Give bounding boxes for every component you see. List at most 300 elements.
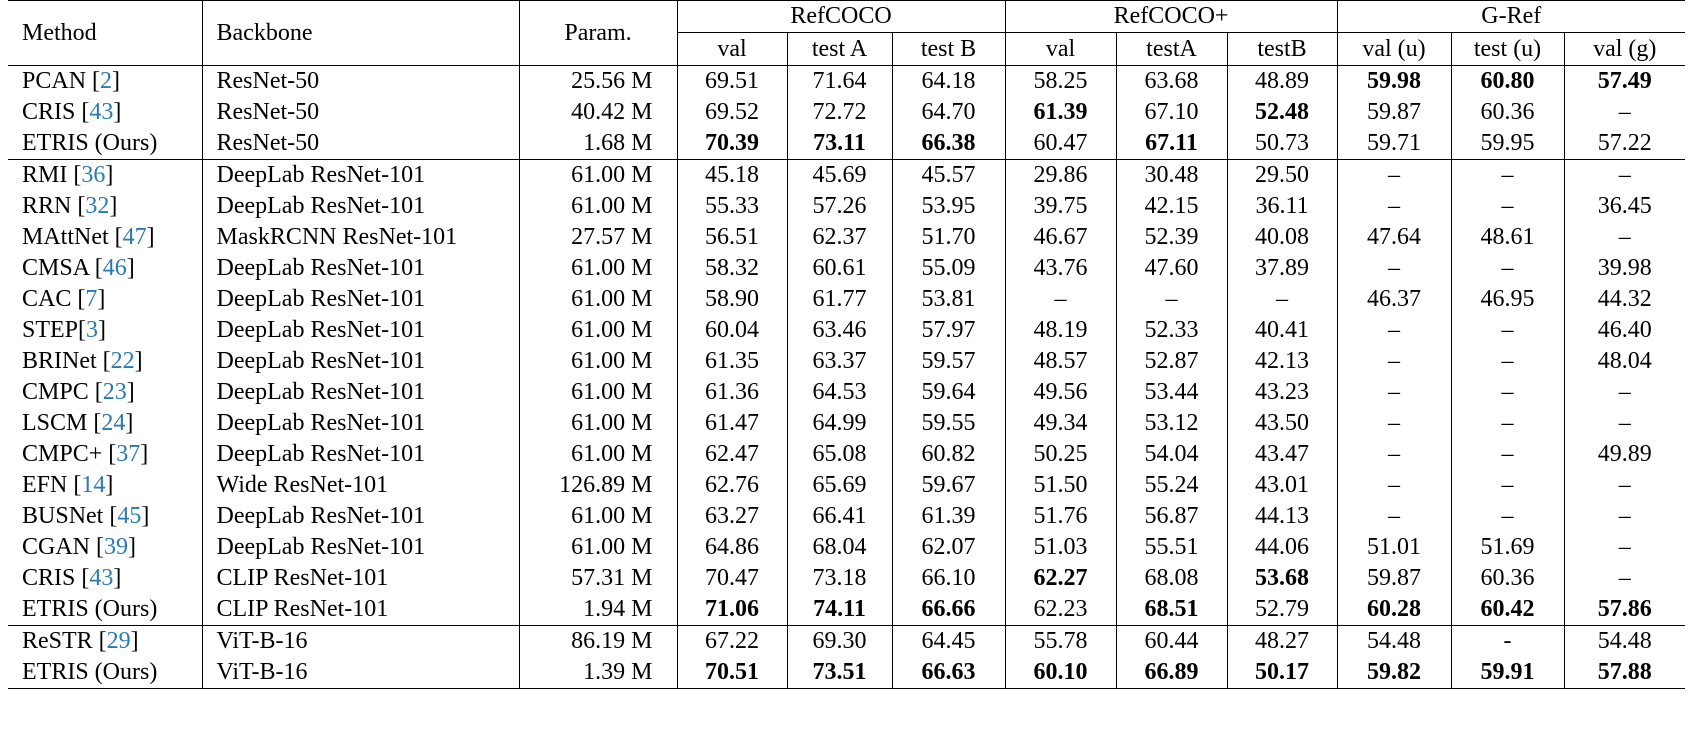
score-cell: 44.13 [1227, 501, 1337, 532]
score-cell [1227, 97, 1337, 128]
score-cell: 63.46 [787, 315, 892, 346]
method-cell [8, 66, 202, 98]
method-name: BUSNet [ [22, 503, 118, 529]
param-cell: 1.68 M [519, 128, 677, 160]
best-score: 62.27 [1033, 565, 1088, 591]
score-cell: 43.76 [1005, 253, 1116, 284]
score-cell: 49.89 [1564, 439, 1685, 470]
method-cell [8, 408, 202, 439]
best-score: 66.63 [921, 659, 976, 685]
citation-link[interactable]: 7 [85, 286, 98, 312]
table-row [8, 501, 1685, 532]
header-group-refcoco: RefCOCO [677, 1, 1005, 33]
score-cell [1116, 128, 1227, 160]
score-cell: – [1337, 408, 1451, 439]
method-name: CRIS [ [22, 565, 90, 591]
citation-close: ] [130, 628, 139, 654]
table-row [8, 284, 1685, 315]
param-cell: 61.00 M [519, 532, 677, 563]
citation-close: ] [98, 317, 107, 343]
citation-link[interactable]: 47 [122, 224, 147, 250]
score-cell [677, 657, 787, 689]
method-cell [8, 563, 202, 594]
score-cell: 67.10 [1116, 97, 1227, 128]
score-cell: 61.39 [892, 501, 1005, 532]
score-cell: 43.23 [1227, 377, 1337, 408]
table-row [8, 377, 1685, 408]
citation-close: ] [128, 534, 136, 560]
best-score: 60.10 [1033, 659, 1088, 685]
method-name: ETRIS (Ours) [22, 659, 158, 685]
score-cell: 51.70 [892, 222, 1005, 253]
score-cell: 48.89 [1227, 66, 1337, 98]
score-cell: 55.09 [892, 253, 1005, 284]
score-cell: 51.03 [1005, 532, 1116, 563]
header-group-refcoco-plus: RefCOCO+ [1005, 1, 1337, 33]
score-cell: 40.41 [1227, 315, 1337, 346]
method-name: PCAN [ [22, 68, 101, 94]
score-cell: 51.76 [1005, 501, 1116, 532]
score-cell: 66.10 [892, 563, 1005, 594]
table-row [8, 97, 1685, 128]
method-cell [8, 315, 202, 346]
citation-close: ] [146, 224, 155, 250]
score-cell [1227, 657, 1337, 689]
backbone-cell: DeepLab ResNet-101 [202, 346, 519, 377]
citation-link[interactable]: 24 [101, 410, 126, 436]
table-row [8, 657, 1685, 689]
table-row [8, 563, 1685, 594]
score-cell [787, 657, 892, 689]
method-cell [8, 222, 202, 253]
header-group-gref: G-Ref [1337, 1, 1685, 33]
citation-link[interactable]: 43 [89, 99, 114, 125]
score-cell [1564, 657, 1685, 689]
table-row [8, 128, 1685, 160]
best-score: 66.89 [1144, 659, 1199, 685]
citation-link[interactable]: 14 [81, 472, 106, 498]
param-cell: 126.89 M [519, 470, 677, 501]
param-cell: 61.00 M [519, 253, 677, 284]
score-cell: 70.47 [677, 563, 787, 594]
score-cell: 64.45 [892, 626, 1005, 658]
backbone-cell: ResNet-50 [202, 97, 519, 128]
backbone-cell: ViT-B-16 [202, 626, 519, 658]
score-cell: 55.51 [1116, 532, 1227, 563]
score-cell: 56.87 [1116, 501, 1227, 532]
param-cell: 27.57 M [519, 222, 677, 253]
score-cell: - [1451, 626, 1564, 658]
score-cell: – [1564, 222, 1685, 253]
method-name: CMSA [ [22, 255, 103, 281]
score-cell: – [1564, 501, 1685, 532]
score-cell: 73.18 [787, 563, 892, 594]
citation-close: ] [105, 472, 114, 498]
table-row [8, 222, 1685, 253]
score-cell: – [1337, 160, 1451, 192]
best-score: 68.51 [1144, 596, 1199, 622]
backbone-cell: ResNet-50 [202, 66, 519, 98]
score-cell: 65.69 [787, 470, 892, 501]
score-cell [1337, 657, 1451, 689]
best-score: 70.51 [705, 659, 759, 685]
score-cell: – [1337, 439, 1451, 470]
score-cell: 36.11 [1227, 191, 1337, 222]
citation-link[interactable]: 22 [110, 348, 135, 374]
score-cell: 61.35 [677, 346, 787, 377]
score-cell: 29.86 [1005, 160, 1116, 192]
citation-link[interactable]: 37 [116, 441, 141, 467]
score-cell [787, 594, 892, 626]
score-cell: 61.47 [677, 408, 787, 439]
score-cell: 45.18 [677, 160, 787, 192]
method-name: RRN [ [22, 193, 86, 219]
citation-link[interactable]: 2 [100, 68, 113, 94]
citation-close: ] [141, 503, 150, 529]
score-cell [677, 128, 787, 160]
score-cell: 40.08 [1227, 222, 1337, 253]
score-cell: – [1451, 470, 1564, 501]
score-cell: 69.51 [677, 66, 787, 98]
score-cell: 54.04 [1116, 439, 1227, 470]
backbone-cell: DeepLab ResNet-101 [202, 315, 519, 346]
score-cell: – [1116, 284, 1227, 315]
score-cell [1005, 563, 1116, 594]
score-cell: 72.72 [787, 97, 892, 128]
score-cell: – [1451, 253, 1564, 284]
score-cell: 63.37 [787, 346, 892, 377]
citation-close: ] [97, 286, 106, 312]
score-cell: 59.95 [1451, 128, 1564, 160]
score-cell: – [1564, 408, 1685, 439]
score-cell: 64.53 [787, 377, 892, 408]
score-cell: 58.32 [677, 253, 787, 284]
score-cell: 48.04 [1564, 346, 1685, 377]
score-cell [1005, 97, 1116, 128]
score-cell: – [1564, 97, 1685, 128]
backbone-cell: DeepLab ResNet-101 [202, 191, 519, 222]
score-cell: 49.34 [1005, 408, 1116, 439]
citation-link[interactable]: 46 [102, 255, 127, 281]
score-cell [1116, 594, 1227, 626]
method-name: BRINet [ [22, 348, 111, 374]
method-cell [8, 253, 202, 284]
score-cell: 52.39 [1116, 222, 1227, 253]
method-cell [8, 284, 202, 315]
score-cell: 43.01 [1227, 470, 1337, 501]
method-cell [8, 532, 202, 563]
backbone-cell: DeepLab ResNet-101 [202, 439, 519, 470]
score-cell [1227, 563, 1337, 594]
best-score: 60.80 [1480, 68, 1535, 94]
param-cell: 25.56 M [519, 66, 677, 98]
param-cell: 61.00 M [519, 408, 677, 439]
score-cell: 48.19 [1005, 315, 1116, 346]
backbone-cell: CLIP ResNet-101 [202, 563, 519, 594]
score-cell [892, 594, 1005, 626]
score-cell: 59.55 [892, 408, 1005, 439]
score-cell: 69.52 [677, 97, 787, 128]
citation-close: ] [109, 193, 118, 219]
citation-close: ] [126, 379, 135, 405]
score-cell: 39.98 [1564, 253, 1685, 284]
method-name: ETRIS (Ours) [22, 130, 158, 156]
citation-link[interactable]: 23 [102, 379, 127, 405]
score-cell: 62.37 [787, 222, 892, 253]
score-cell: 39.75 [1005, 191, 1116, 222]
score-cell: 60.04 [677, 315, 787, 346]
best-score: 52.48 [1255, 99, 1310, 125]
score-cell: 53.81 [892, 284, 1005, 315]
score-cell [892, 657, 1005, 689]
score-cell: 59.57 [892, 346, 1005, 377]
table-row [8, 253, 1685, 284]
score-cell [1116, 657, 1227, 689]
method-cell [8, 657, 202, 689]
backbone-cell: Wide ResNet-101 [202, 470, 519, 501]
score-cell: 68.08 [1116, 563, 1227, 594]
score-cell: – [1337, 191, 1451, 222]
score-cell: 62.23 [1005, 594, 1116, 626]
score-cell: 59.71 [1337, 128, 1451, 160]
citation-close: ] [140, 441, 149, 467]
citation-link[interactable]: 43 [89, 565, 114, 591]
param-cell: 61.00 M [519, 160, 677, 192]
score-cell [1451, 657, 1564, 689]
score-cell: 46.40 [1564, 315, 1685, 346]
param-cell: 61.00 M [519, 315, 677, 346]
header-subcol: val [677, 33, 787, 66]
table-header [8, 1, 1685, 66]
score-cell [1564, 594, 1685, 626]
best-score: 57.49 [1597, 68, 1652, 94]
best-score: 73.11 [813, 130, 866, 156]
method-cell [8, 439, 202, 470]
best-score: 61.39 [1033, 99, 1088, 125]
method-cell [8, 346, 202, 377]
score-cell: 50.73 [1227, 128, 1337, 160]
score-cell: 63.27 [677, 501, 787, 532]
citation-link[interactable]: 3 [86, 317, 99, 343]
score-cell: 57.22 [1564, 128, 1685, 160]
best-score: 70.39 [705, 130, 759, 156]
score-cell: 49.56 [1005, 377, 1116, 408]
score-cell: – [1451, 501, 1564, 532]
method-name: RMI [ [22, 162, 82, 188]
table-row [8, 191, 1685, 222]
header-subcol: test (u) [1451, 33, 1564, 66]
method-cell [8, 470, 202, 501]
citation-link[interactable]: 39 [104, 534, 128, 560]
score-cell: 61.77 [787, 284, 892, 315]
score-cell: 30.48 [1116, 160, 1227, 192]
score-cell [1005, 657, 1116, 689]
method-name: CAC [ [22, 286, 86, 312]
score-cell [787, 128, 892, 160]
score-cell: 44.32 [1564, 284, 1685, 315]
method-cell [8, 626, 202, 658]
score-cell: 46.95 [1451, 284, 1564, 315]
score-cell: 67.22 [677, 626, 787, 658]
method-cell [8, 191, 202, 222]
method-name: MAttNet [ [22, 224, 123, 250]
score-cell: – [1451, 315, 1564, 346]
score-cell: – [1451, 160, 1564, 192]
method-name: CMPC [ [22, 379, 103, 405]
score-cell: 59.87 [1337, 563, 1451, 594]
header-subcol: testA [1116, 33, 1227, 66]
score-cell: 60.47 [1005, 128, 1116, 160]
score-cell: 36.45 [1564, 191, 1685, 222]
score-cell: – [1564, 563, 1685, 594]
score-cell [1564, 66, 1685, 98]
score-cell: 64.18 [892, 66, 1005, 98]
score-cell: 60.36 [1451, 563, 1564, 594]
score-cell: 55.33 [677, 191, 787, 222]
param-cell: 40.42 M [519, 97, 677, 128]
score-cell: 47.64 [1337, 222, 1451, 253]
param-cell: 61.00 M [519, 377, 677, 408]
param-cell: 61.00 M [519, 346, 677, 377]
method-name: CGAN [ [22, 534, 104, 560]
best-score: 59.82 [1367, 659, 1422, 685]
header-subcol: val [1005, 33, 1116, 66]
citation-link[interactable]: 32 [85, 193, 110, 219]
best-score: 71.06 [705, 596, 759, 622]
method-name: CRIS [ [22, 99, 90, 125]
best-score: 66.66 [921, 596, 976, 622]
citation-close: ] [126, 255, 135, 281]
score-cell: 53.12 [1116, 408, 1227, 439]
score-cell: 53.44 [1116, 377, 1227, 408]
backbone-cell: DeepLab ResNet-101 [202, 377, 519, 408]
score-cell: 60.44 [1116, 626, 1227, 658]
param-cell: 61.00 M [519, 284, 677, 315]
score-cell: – [1564, 470, 1685, 501]
table-row [8, 315, 1685, 346]
citation-close: ] [113, 565, 122, 591]
header-method: Method [8, 1, 202, 66]
score-cell: – [1451, 191, 1564, 222]
score-cell [1451, 66, 1564, 98]
score-cell: 64.99 [787, 408, 892, 439]
score-cell [1337, 66, 1451, 98]
header-subcol: test A [787, 33, 892, 66]
header-subcol: val (u) [1337, 33, 1451, 66]
method-cell [8, 160, 202, 192]
backbone-cell: DeepLab ResNet-101 [202, 501, 519, 532]
score-cell [677, 594, 787, 626]
score-cell: 48.57 [1005, 346, 1116, 377]
score-cell: 58.90 [677, 284, 787, 315]
table-row [8, 626, 1685, 658]
citation-close: ] [134, 348, 143, 374]
score-cell: 52.87 [1116, 346, 1227, 377]
best-score: 60.28 [1367, 596, 1422, 622]
backbone-cell: DeepLab ResNet-101 [202, 253, 519, 284]
method-name: EFN [ [22, 472, 82, 498]
score-cell: 54.48 [1337, 626, 1451, 658]
score-cell: 45.69 [787, 160, 892, 192]
score-cell: 59.87 [1337, 97, 1451, 128]
score-cell: 47.60 [1116, 253, 1227, 284]
score-cell [1451, 594, 1564, 626]
best-score: 59.91 [1480, 659, 1535, 685]
score-cell: – [1451, 346, 1564, 377]
score-cell: 48.61 [1451, 222, 1564, 253]
table-row [8, 346, 1685, 377]
score-cell: – [1564, 532, 1685, 563]
score-cell: – [1337, 501, 1451, 532]
score-cell: 53.95 [892, 191, 1005, 222]
header-backbone: Backbone [202, 1, 519, 66]
score-cell: 59.64 [892, 377, 1005, 408]
score-cell: 51.50 [1005, 470, 1116, 501]
score-cell: 48.27 [1227, 626, 1337, 658]
score-cell: 45.57 [892, 160, 1005, 192]
score-cell: 65.08 [787, 439, 892, 470]
backbone-cell: DeepLab ResNet-101 [202, 408, 519, 439]
score-cell: 54.48 [1564, 626, 1685, 658]
best-score: 73.51 [812, 659, 867, 685]
score-cell: 50.25 [1005, 439, 1116, 470]
citation-close: ] [105, 162, 114, 188]
best-score: 57.88 [1597, 659, 1652, 685]
score-cell: – [1451, 439, 1564, 470]
score-cell: 64.86 [677, 532, 787, 563]
table-row [8, 532, 1685, 563]
score-cell: – [1337, 470, 1451, 501]
table-row [8, 439, 1685, 470]
score-cell: 62.47 [677, 439, 787, 470]
score-cell: 51.01 [1337, 532, 1451, 563]
score-cell: 60.61 [787, 253, 892, 284]
score-cell: 42.15 [1116, 191, 1227, 222]
method-cell [8, 501, 202, 532]
score-cell: 43.47 [1227, 439, 1337, 470]
backbone-cell: DeepLab ResNet-101 [202, 160, 519, 192]
backbone-cell: DeepLab ResNet-101 [202, 284, 519, 315]
citation-close: ] [113, 99, 122, 125]
score-cell: – [1337, 377, 1451, 408]
score-cell: 52.33 [1116, 315, 1227, 346]
score-cell: – [1337, 346, 1451, 377]
best-score: 53.68 [1255, 565, 1310, 591]
score-cell: 61.36 [677, 377, 787, 408]
score-cell: 55.24 [1116, 470, 1227, 501]
table-body [8, 66, 1685, 689]
score-cell: 43.50 [1227, 408, 1337, 439]
best-score: 67.11 [1145, 130, 1198, 156]
param-cell: 61.00 M [519, 191, 677, 222]
method-cell [8, 377, 202, 408]
citation-link[interactable]: 36 [81, 162, 106, 188]
best-score: 74.11 [813, 596, 866, 622]
citation-link[interactable]: 29 [106, 628, 131, 654]
score-cell: 58.25 [1005, 66, 1116, 98]
score-cell: – [1337, 315, 1451, 346]
param-cell: 86.19 M [519, 626, 677, 658]
score-cell: 44.06 [1227, 532, 1337, 563]
score-cell: 42.13 [1227, 346, 1337, 377]
method-name: ETRIS (Ours) [22, 596, 158, 622]
score-cell: 60.82 [892, 439, 1005, 470]
citation-link[interactable]: 45 [117, 503, 142, 529]
score-cell: 52.79 [1227, 594, 1337, 626]
best-score: 59.98 [1367, 68, 1422, 94]
score-cell: 37.89 [1227, 253, 1337, 284]
best-score: 50.17 [1255, 659, 1310, 685]
